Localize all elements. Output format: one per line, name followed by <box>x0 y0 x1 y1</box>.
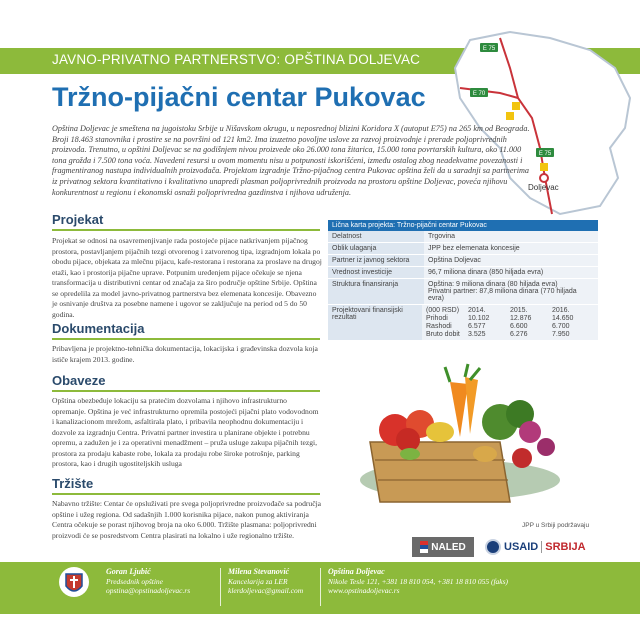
contact-website[interactable]: www.opstinadoljevac.rs <box>328 586 400 595</box>
footer-divider <box>220 568 221 606</box>
fin-cell: Prihodi <box>426 315 448 322</box>
fin-header: (000 RSD) <box>426 307 460 314</box>
project-card-table <box>328 220 598 340</box>
municipality-crest-icon <box>58 566 90 606</box>
row-label: Struktura finansiranja <box>328 279 424 304</box>
section-divider <box>52 390 320 392</box>
fin-header: 2015. <box>510 307 528 314</box>
row-value <box>424 279 598 304</box>
section-heading-projekat: Projekat <box>52 212 104 227</box>
junction-icon-2 <box>506 112 514 120</box>
fin-cell: 6.700 <box>552 323 570 330</box>
table-row <box>328 231 598 243</box>
contact-name: Goran Ljubić <box>106 567 151 576</box>
serbian-flag-icon <box>420 541 428 553</box>
banner-text: JAVNO-PRIVATNO PARTNERSTVO: OPŠTINA DOLJEVAC <box>52 52 421 67</box>
fin-cell: 7.950 <box>552 331 570 338</box>
contact-name: Milena Stevanović <box>228 567 290 576</box>
fin-cell: Rashodi <box>426 323 452 330</box>
contact-name: Opština Doljevac <box>328 567 385 576</box>
section-divider <box>52 229 320 231</box>
row-label: Oblik ulaganja <box>328 243 424 254</box>
financial-grid <box>422 305 598 340</box>
section-body-projekat: Projekat se odnosi na osavremenjivanje rada postojeće pijace natkrivanjem pijačnog prostora, postavljanjem pijačnih tezgi otvorenog i zatvorenog tipa, izgradnjom lokala po obodu pijace, objekata za mlečnu pijacu, kafe-restorana i restorana za proslave na drugoj etaži, kao i prostorija pijačne uprave. Potpunim uređenjem pijace očekuje se njena transformacija u distributivni centar od značaja za širo područje opštine Srbije. Opština se opredelila za model javno-privatnog partnerstva bez elemenata koncesije. Obavezno je osnivanje društva za posebne namene i ugovor se zaključuje na period od 5 do 50 godina. <box>52 236 322 319</box>
financing-private: Privatni partner: 87,8 miliona dinara (770 hiljada evra) <box>428 288 577 302</box>
fin-cell: 10.102 <box>468 315 490 322</box>
financial-label: Projektovani finansijski rezultati <box>328 305 422 340</box>
contact-email[interactable]: klerdoljevac@gmail.com <box>228 586 304 595</box>
section-body-dokumentacija: Pribavljena je projektno-tehnička dokumentacija, lokacijska i građevinska dozvola koja ističe krajem 2013. godine. <box>52 344 318 364</box>
contact-role: Predsednik opštine <box>106 576 164 586</box>
contact-email[interactable]: opstina@opstinadoljevac.rs <box>106 586 191 595</box>
section-body-trziste: Nabavno tržište: Centar će opsluživati pre svega poljoprivredne proizvođače sa područja opštine i užeg regiona. Od sadašnjih 1.000 korisnika pijace, nakon punog aktiviranja Centra očekuje se porast njihovog broja na oko 6.000. Tržište plasmana: poljoprivredni proizvodi će se posredstvom Centra plasirati na lokalno i uže regionalno tržište. <box>52 499 322 540</box>
financing-municipality: Opština: 9 miliona dinara (80 hiljada evra) <box>428 281 558 288</box>
naled-logo <box>412 537 474 557</box>
fin-cell: 14.650 <box>552 315 574 322</box>
location-pin-icon <box>540 174 548 182</box>
table-row <box>328 243 598 255</box>
usaid-label: USAID <box>504 541 539 553</box>
footer-contact-ler <box>228 567 303 596</box>
junction-icon-3 <box>540 163 548 171</box>
intro-paragraph: Opština Doljevac je smeštena na jugoistoku Srbije u Nišavskom okrugu, u neposrednoj blizini Koridora X (autoput E75) na 265 km od Beograda. Broji 18.463 stanovnika i prostire se na površini od 121 km2. Ima izuzetno povoljne uslove za razvoj proizvodnje i prerade poljoprivrednih proizvoda. Trenutno, u opštini Doljevac se na godišnjem nivou proizvede oko 26.000 tona žitarica, 15.000 tona povrtarskih kultura, oko 11.000 tona grožđa i 7.500 tona voća. Navedeni resursi u ovom momentu nisu u potpunosti iskorišćeni, između ostalog zbog neadekvatne povezanosti i fragmentiranog nastupa individualnih proizvođača. Projektom izgradnje Tržno-pijačnog centra Pukovac opština želi da u saradnji sa partnerima iz privatnog sektora kvantitativno i kvalitativno unapredi plasman poljoprivrednih proizvoda na prostoru opštine Doljevac, poveća njihovu konkurentnost u regionu i ekonomski osnaži poljoprivredna gazdinstva i njihova udruženja. <box>52 124 530 197</box>
junction-icon-1 <box>512 102 520 110</box>
fin-header: 2014. <box>468 307 486 314</box>
contact-address: Nikole Tesle 121, +381 18 810 054, +381 18 810 055 (faks) <box>328 576 509 586</box>
row-label: Partner iz javnog sektora <box>328 255 424 266</box>
table-row <box>328 279 598 305</box>
fin-cell: 12.876 <box>510 315 532 322</box>
section-divider <box>52 493 320 495</box>
section-heading-dokumentacija: Dokumentacija <box>52 321 145 336</box>
fin-cell: 6.600 <box>510 323 528 330</box>
footer-contact-mayor <box>106 567 190 596</box>
project-card-heading: Lična karta projekta: Tržno-pijačni centar Pukovac <box>328 220 598 231</box>
vegetable-crate-image <box>350 362 570 512</box>
fin-header: 2016. <box>552 307 570 314</box>
table-row <box>328 255 598 267</box>
road-label-1: E 75 <box>482 46 496 52</box>
footer-contact-municipality <box>328 567 508 596</box>
section-divider <box>52 338 320 340</box>
contact-role: Kancelarija za LER <box>228 576 288 586</box>
usaid-srbija-logo <box>485 537 589 557</box>
city-label: Doljevac <box>528 183 559 192</box>
fin-cell: 6.577 <box>468 323 486 330</box>
sponsors-caption: JPP u Srbiji podržavaju <box>522 522 590 529</box>
financial-results-row <box>328 305 598 340</box>
row-value: Trgovina <box>424 231 598 242</box>
page-title: Tržno-pijačni centar Pukovac <box>52 82 426 112</box>
section-heading-obaveze: Obaveze <box>52 373 106 388</box>
fin-cell: 3.525 <box>468 331 486 338</box>
road-label-2: E 70 <box>472 91 486 97</box>
srbija-label: SRBIJA <box>541 541 585 553</box>
row-label: Delatnost <box>328 231 424 242</box>
row-value: Opština Doljevac <box>424 255 598 266</box>
section-heading-trziste: Tržište <box>52 476 94 491</box>
usaid-seal-icon <box>485 539 501 555</box>
footer-divider <box>320 568 321 606</box>
fin-cell: 6.276 <box>510 331 528 338</box>
row-value: JPP bez elemenata koncesije <box>424 243 598 254</box>
table-row <box>328 267 598 279</box>
road-label-3: E 75 <box>538 151 552 157</box>
fin-cell: Bruto dobit <box>426 331 460 338</box>
naled-label: NALED <box>431 541 466 553</box>
row-label: Vrednost investicije <box>328 267 424 278</box>
row-value: 96,7 miliona dinara (850 hiljada evra) <box>424 267 598 278</box>
section-body-obaveze: Opština obezbeđuje lokaciju sa pratećim dozvolama i njihovo infrastrukturno opremanje. Opština je već infrastrukturno opremila postojeći pijačni plato vodovodnom i kanalizacionom mrežom, asfaltirala plato, i pribavila neophodnu dokumentaciju i dozvole za izgradnju Centra. Privatni partner investira u planirane objekte i potrebnu opremu, a zadužen je i za operativni menadžment – pruža usluge zakupa pijačnih tezgi, prostora za prodaju kabaste robe, lokala za prodaju robe široke potrošnje, parking prostora, kao i drugih ugostiteljskih usluga <box>52 396 319 468</box>
